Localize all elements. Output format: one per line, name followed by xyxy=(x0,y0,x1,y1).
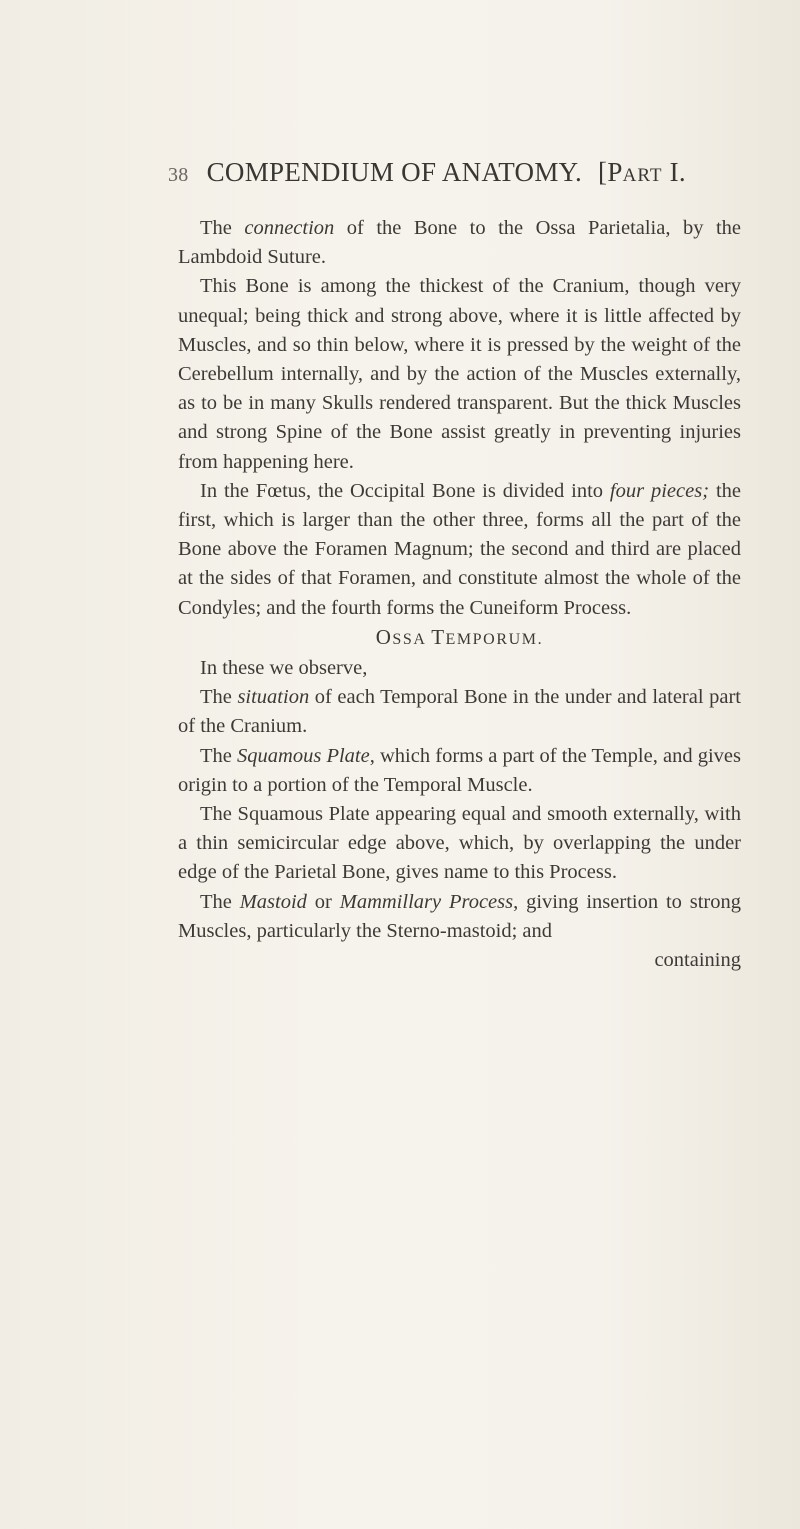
running-title: COMPENDIUM OF ANATOMY. xyxy=(206,157,583,187)
body-text xyxy=(178,214,741,975)
paragraph-situation: The situation of each Temporal Bone in the under and lateral part of the Cranium. xyxy=(178,686,741,738)
paragraph-connection: The connection of the Bone to the Ossa Parietalia, by the Lambdoid Suture. xyxy=(178,217,741,269)
running-header xyxy=(168,157,778,197)
paragraph-thickness: This Bone is among the thickest of the Cranium, though very unequal; being thick and strong above, where it is little affected by Muscles, and so thin below, where it is pressed by the weight of the Cerebellum internally, and by the action of the Muscles externally, as to be in many Skulls rendered transparent. But the thick Muscles and strong Spine of the Bone assist greatly in preventing injuries from happening here. xyxy=(178,275,741,473)
part-label: [PART I. xyxy=(598,157,686,187)
paragraph-squamous-plate: The Squamous Plate, which forms a part of the Temple, and gives origin to a portion of the Temporal Muscle. xyxy=(178,744,742,796)
catchword: containing xyxy=(654,949,741,972)
paragraph-foetus: In the Fœtus, the Occipital Bone is divided into four pieces; the first, which is larger than the other three, forms all the part of the Bone above the Foramen Magnum; the second and third are placed at the sides of that Foramen, and constitute almost the whole of the Condyles; and the fourth forms the Cuneiform Process. xyxy=(178,479,741,619)
paragraph-mastoid: The Mastoid or Mammillary Process, giving insertion to strong Muscles, particularly the Sterno-mastoid; and xyxy=(178,890,742,942)
section-heading: OSSA TEMPORUM. xyxy=(375,624,544,649)
page-number: 38 xyxy=(168,164,189,186)
paragraph-squamous-edge: The Squamous Plate appearing equal and smooth externally, with a thin semicircular edge above, which, by overlapping the under edge of the Parietal Bone, gives name to this Process. xyxy=(178,803,741,884)
paragraph-observe: In these we observe, xyxy=(200,657,368,680)
